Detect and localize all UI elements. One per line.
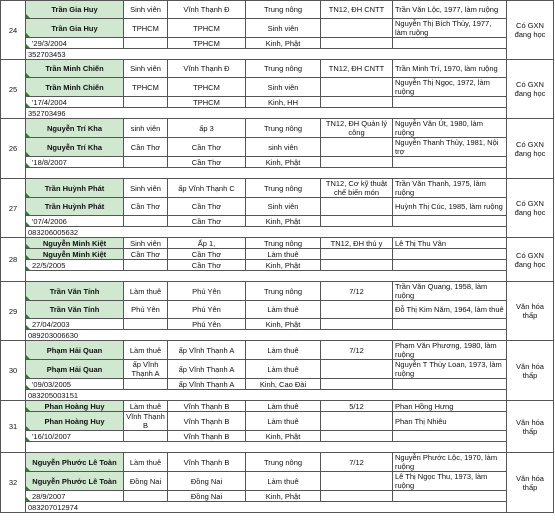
status-cell: Văn hóa thấp bbox=[507, 453, 554, 513]
table-row bbox=[1, 301, 554, 319]
mother-class-cell: Sinh viên bbox=[246, 19, 321, 38]
ethnic-religion-cell: Kinh, Phật bbox=[246, 491, 321, 502]
resident-cell: Cần Thơ bbox=[168, 216, 246, 227]
education-cell: 7/12 bbox=[321, 453, 393, 472]
occupation-cell: Sinh viên bbox=[124, 238, 168, 249]
table-row bbox=[1, 78, 554, 97]
empty-cell bbox=[124, 157, 168, 168]
occupation-cell: Làm thuê bbox=[124, 282, 168, 301]
birthplace-cell: Cần Thơ bbox=[124, 138, 168, 157]
table-row bbox=[1, 227, 554, 238]
row-number: 28 bbox=[1, 238, 26, 282]
resident-cell: Đồng Nai bbox=[168, 491, 246, 502]
resident-cell: Cần Thơ bbox=[168, 260, 246, 271]
resident-cell: Cần Thơ bbox=[168, 157, 246, 168]
table-row bbox=[1, 108, 554, 119]
name-cell: Trần Văn Tính bbox=[26, 282, 124, 301]
empty-cell bbox=[321, 19, 393, 38]
mother-cell: Nguyễn T Thủy Loan, 1973, làm ruộng bbox=[393, 360, 507, 379]
hometown-cell: Vĩnh Thạnh B bbox=[168, 412, 246, 431]
table-row bbox=[1, 379, 554, 390]
table-row bbox=[1, 330, 554, 341]
name-cell: Nguyễn Trí Kha bbox=[26, 119, 124, 138]
birthplace-cell: Cần Thơ bbox=[124, 249, 168, 260]
father-cell: Trần Văn Lộc, 1977, làm ruộng bbox=[393, 1, 507, 19]
table-row bbox=[1, 472, 554, 491]
id-number-cell bbox=[26, 168, 507, 179]
birthplace-cell: Cần Thơ bbox=[124, 198, 168, 216]
occupation-cell: Sinh viên bbox=[124, 1, 168, 19]
table-row bbox=[1, 60, 554, 78]
father-cell: Nguyễn Văn Út, 1980, làm ruộng bbox=[393, 119, 507, 138]
resident-cell: ấp Vĩnh Thạnh A bbox=[168, 379, 246, 390]
address-cell: Ấp 1, bbox=[168, 238, 246, 249]
class-cell: Trung nông bbox=[246, 453, 321, 472]
address-cell: Phú Yên bbox=[168, 282, 246, 301]
birthplace-cell: TPHCM bbox=[124, 19, 168, 38]
mother-class-cell: Sinh viên bbox=[246, 198, 321, 216]
class-cell: Trung nông bbox=[246, 238, 321, 249]
hometown-cell: Cần Thơ bbox=[168, 198, 246, 216]
table-row bbox=[1, 138, 554, 157]
birthplace-cell: Phú Yên bbox=[124, 301, 168, 319]
name-cell: Trần Minh Chiến bbox=[26, 60, 124, 78]
empty-cell bbox=[124, 319, 168, 330]
class-cell: Trung nông bbox=[246, 60, 321, 78]
table-row bbox=[1, 216, 554, 227]
birthplace-cell: TPHCM bbox=[124, 78, 168, 97]
row-number: 32 bbox=[1, 453, 26, 513]
mother-class-cell: Làm thuê bbox=[246, 412, 321, 431]
dob-cell: '17/4/2004 bbox=[26, 97, 124, 108]
empty-cell bbox=[321, 249, 393, 260]
status-cell: Văn hóa thấp bbox=[507, 282, 554, 341]
mother-class-cell: sinh viên bbox=[246, 138, 321, 157]
class-cell: Trung nông bbox=[246, 282, 321, 301]
status-cell: Văn hóa thấp bbox=[507, 401, 554, 453]
empty-cell bbox=[321, 491, 393, 502]
occupation-cell: Làm thuê bbox=[124, 341, 168, 360]
name-cell-repeat: Trần Huỳnh Phát bbox=[26, 198, 124, 216]
hometown-cell: ấp Vĩnh Thạnh A bbox=[168, 360, 246, 379]
table-row bbox=[1, 271, 554, 282]
occupation-cell: Làm thuê bbox=[124, 401, 168, 412]
address-cell: Vĩnh Thạnh B bbox=[168, 401, 246, 412]
empty-cell bbox=[321, 319, 393, 330]
empty-cell bbox=[124, 97, 168, 108]
status-cell: Có GXN đang học bbox=[507, 179, 554, 238]
class-cell: Trung nông bbox=[246, 119, 321, 138]
ethnic-religion-cell: Kinh, HH bbox=[246, 97, 321, 108]
mother-cell: Nguyễn Thị Ngọc, 1972, làm ruộng bbox=[393, 78, 507, 97]
table-row bbox=[1, 341, 554, 360]
class-cell: Trung nông bbox=[246, 179, 321, 198]
table-row bbox=[1, 49, 554, 60]
empty-cell bbox=[321, 379, 393, 390]
row-number: 26 bbox=[1, 119, 26, 179]
table-row bbox=[1, 491, 554, 502]
name-cell: Trần Gia Huy bbox=[26, 1, 124, 19]
birthplace-cell: Đồng Nai bbox=[124, 472, 168, 491]
mother-cell: Phan Thị Nhiêu bbox=[393, 412, 507, 431]
ethnic-religion-cell: Kinh, Phật bbox=[246, 157, 321, 168]
table-row bbox=[1, 168, 554, 179]
father-cell: Trần Văn Thanh, 1975, làm ruộng bbox=[393, 179, 507, 198]
name-cell: Nguyễn Phước Lê Toàn bbox=[26, 453, 124, 472]
table-row bbox=[1, 157, 554, 168]
table-row bbox=[1, 238, 554, 249]
table-row bbox=[1, 97, 554, 108]
name-cell-repeat: Nguyễn Trí Kha bbox=[26, 138, 124, 157]
father-cell: Phan Hồng Hưng bbox=[393, 401, 507, 412]
empty-cell bbox=[124, 379, 168, 390]
empty-cell bbox=[393, 319, 507, 330]
id-number-cell bbox=[26, 271, 507, 282]
mother-class-cell: Làm thuê bbox=[246, 360, 321, 379]
name-cell: Trần Huỳnh Phát bbox=[26, 179, 124, 198]
father-cell: Trần Minh Trí, 1970, làm ruộng bbox=[393, 60, 507, 78]
status-cell: Có GXN đang học bbox=[507, 119, 554, 179]
id-number-cell: 083207012974 bbox=[26, 502, 507, 513]
mother-cell: Nguyễn Thanh Thủy, 1981, Nội trợ bbox=[393, 138, 507, 157]
empty-cell bbox=[321, 360, 393, 379]
address-cell: Vĩnh Thạnh B bbox=[168, 453, 246, 472]
education-cell: TN12, Cơ kỹ thuật chế biến món bbox=[321, 179, 393, 198]
empty-cell bbox=[321, 260, 393, 271]
table-row bbox=[1, 390, 554, 401]
table-row bbox=[1, 198, 554, 216]
empty-cell bbox=[393, 157, 507, 168]
name-cell-repeat: Phan Hoàng Huy bbox=[26, 412, 124, 431]
empty-cell bbox=[321, 472, 393, 491]
empty-cell bbox=[321, 412, 393, 431]
status-cell: Có GXN đang học bbox=[507, 238, 554, 282]
dob-cell: '16/10/2007 bbox=[26, 431, 124, 442]
empty-cell bbox=[124, 431, 168, 442]
mother-class-cell: Làm thuê bbox=[246, 301, 321, 319]
education-cell: TN12, ĐH CNTT bbox=[321, 60, 393, 78]
table-row bbox=[1, 260, 554, 271]
resident-cell: Phú Yên bbox=[168, 319, 246, 330]
row-number: 30 bbox=[1, 341, 26, 401]
hometown-cell: Đồng Nai bbox=[168, 472, 246, 491]
hometown-cell: Cần Thơ bbox=[168, 138, 246, 157]
id-number-cell: 089203006630 bbox=[26, 330, 507, 341]
row-number: 24 bbox=[1, 1, 26, 60]
address-cell: ấp Vĩnh Thạnh A bbox=[168, 341, 246, 360]
name-cell-repeat: Nguyễn Minh Kiệt bbox=[26, 249, 124, 260]
empty-cell bbox=[321, 198, 393, 216]
name-cell-repeat: Trần Gia Huy bbox=[26, 19, 124, 38]
education-cell: TN12, ĐH thú y bbox=[321, 238, 393, 249]
id-number-cell bbox=[26, 442, 507, 453]
hometown-cell: Cần Thơ bbox=[168, 249, 246, 260]
id-number-cell: 083205003151 bbox=[26, 390, 507, 401]
empty-cell bbox=[321, 78, 393, 97]
address-cell: Vĩnh Thạnh Đ bbox=[168, 60, 246, 78]
empty-cell bbox=[124, 260, 168, 271]
table-row bbox=[1, 38, 554, 49]
empty-cell bbox=[124, 216, 168, 227]
ethnic-religion-cell: Kinh, Cao Đài bbox=[246, 379, 321, 390]
class-cell: Làm thuê bbox=[246, 341, 321, 360]
class-cell: Làm thuê bbox=[246, 401, 321, 412]
id-number-cell: 352703453 bbox=[26, 49, 507, 60]
table-row bbox=[1, 249, 554, 260]
ethnic-religion-cell: Kinh, Phật bbox=[246, 216, 321, 227]
occupation-cell: Sinh viên bbox=[124, 179, 168, 198]
name-cell-repeat: Nguyễn Phước Lê Toàn bbox=[26, 472, 124, 491]
mother-cell: Nguyễn Thị Bích Thủy, 1977, làm ruộng bbox=[393, 19, 507, 38]
occupation-cell: Sinh viên bbox=[124, 60, 168, 78]
ethnic-religion-cell: Kinh, Phật bbox=[246, 38, 321, 49]
table-row bbox=[1, 282, 554, 301]
mother-class-cell: Làm thuê bbox=[246, 472, 321, 491]
name-cell: Phạm Hải Quan bbox=[26, 341, 124, 360]
table-row bbox=[1, 119, 554, 138]
table-row bbox=[1, 19, 554, 38]
table-row bbox=[1, 431, 554, 442]
empty-cell bbox=[321, 157, 393, 168]
status-cell: Có GXN đang học bbox=[507, 60, 554, 119]
row-number: 27 bbox=[1, 179, 26, 238]
empty-cell bbox=[393, 431, 507, 442]
hometown-cell: TPHCM bbox=[168, 78, 246, 97]
name-cell: Nguyễn Minh Kiệt bbox=[26, 238, 124, 249]
row-number: 31 bbox=[1, 401, 26, 453]
empty-cell bbox=[393, 260, 507, 271]
father-cell: Nguyễn Phước Lộc, 1970, làm ruộng bbox=[393, 453, 507, 472]
id-number-cell: 352703496 bbox=[26, 108, 507, 119]
name-cell-repeat: Trần Văn Tính bbox=[26, 301, 124, 319]
education-cell: 7/12 bbox=[321, 282, 393, 301]
class-cell: Trung nông bbox=[246, 1, 321, 19]
address-cell: ấp Vĩnh Thạnh C bbox=[168, 179, 246, 198]
empty-cell bbox=[321, 138, 393, 157]
table-row bbox=[1, 179, 554, 198]
resident-cell: Vĩnh Thạnh B bbox=[168, 431, 246, 442]
name-cell-repeat: Phạm Hải Quan bbox=[26, 360, 124, 379]
mother-class-cell: Sinh viên bbox=[246, 78, 321, 97]
empty-cell bbox=[393, 38, 507, 49]
occupation-cell: Làm thuê bbox=[124, 453, 168, 472]
address-cell: Vĩnh Thạnh Đ bbox=[168, 1, 246, 19]
ethnic-religion-cell: Kinh, Phật bbox=[246, 319, 321, 330]
empty-cell bbox=[393, 379, 507, 390]
dob-cell: '07/4/2006 bbox=[26, 216, 124, 227]
hometown-cell: TPHCM bbox=[168, 19, 246, 38]
empty-cell bbox=[321, 431, 393, 442]
table-row bbox=[1, 502, 554, 513]
education-cell: 5/12 bbox=[321, 401, 393, 412]
education-cell: TN12, ĐH Quản lý công bbox=[321, 119, 393, 138]
empty-cell bbox=[321, 97, 393, 108]
hometown-cell: Phú Yên bbox=[168, 301, 246, 319]
mother-cell: Huỳnh Thị Cúc, 1985, làm ruộng bbox=[393, 198, 507, 216]
empty-cell bbox=[124, 491, 168, 502]
empty-cell bbox=[321, 301, 393, 319]
table-row bbox=[1, 412, 554, 431]
empty-cell bbox=[321, 38, 393, 49]
table-row bbox=[1, 1, 554, 19]
father-cell: Lê Thị Thu Vân bbox=[393, 238, 507, 249]
education-cell: TN12, ĐH CNTT bbox=[321, 1, 393, 19]
table-row bbox=[1, 453, 554, 472]
occupation-cell: sinh viên bbox=[124, 119, 168, 138]
education-cell: 7/12 bbox=[321, 341, 393, 360]
mother-class-cell: Làm thuê bbox=[246, 249, 321, 260]
empty-cell bbox=[393, 97, 507, 108]
resident-cell: TPHCM bbox=[168, 97, 246, 108]
dob-cell: 27/04/2003 bbox=[26, 319, 124, 330]
dob-cell: 28/9/2007 bbox=[26, 491, 124, 502]
empty-cell bbox=[321, 216, 393, 227]
resident-cell: TPHCM bbox=[168, 38, 246, 49]
table-row bbox=[1, 360, 554, 379]
row-number: 25 bbox=[1, 60, 26, 119]
table-row bbox=[1, 319, 554, 330]
empty-cell bbox=[393, 491, 507, 502]
name-cell: Phan Hoàng Huy bbox=[26, 401, 124, 412]
dob-cell: 22/5/2005 bbox=[26, 260, 124, 271]
mother-cell: Lê Thị Ngọc Thu, 1973, làm ruộng bbox=[393, 472, 507, 491]
dob-cell: '09/03/2005 bbox=[26, 379, 124, 390]
mother-cell: Đỗ Thị Kim Năm, 1964, làm thuê bbox=[393, 301, 507, 319]
table-row bbox=[1, 442, 554, 453]
ethnic-religion-cell: Kinh, Phật bbox=[246, 431, 321, 442]
birthplace-cell: Vĩnh Thạnh B bbox=[124, 412, 168, 431]
father-cell: Phạm Văn Phương, 1980, làm ruộng bbox=[393, 341, 507, 360]
status-cell: Văn hóa thấp bbox=[507, 341, 554, 401]
row-number: 29 bbox=[1, 282, 26, 341]
birthplace-cell: ấp Vĩnh Thạnh A bbox=[124, 360, 168, 379]
father-cell: Trần Văn Quang, 1958, làm ruộng bbox=[393, 282, 507, 301]
empty-cell bbox=[393, 216, 507, 227]
dob-cell: '29/3/2004 bbox=[26, 38, 124, 49]
id-number-cell: 083206005632 bbox=[26, 227, 507, 238]
dob-cell: '18/8/2007 bbox=[26, 157, 124, 168]
table-row bbox=[1, 401, 554, 412]
address-cell: ấp 3 bbox=[168, 119, 246, 138]
name-cell-repeat: Trần Minh Chiến bbox=[26, 78, 124, 97]
status-cell: Có GXN đang học bbox=[507, 1, 554, 60]
ethnic-religion-cell: Kinh, Phật bbox=[246, 260, 321, 271]
empty-cell bbox=[124, 38, 168, 49]
mother-cell bbox=[393, 249, 507, 260]
